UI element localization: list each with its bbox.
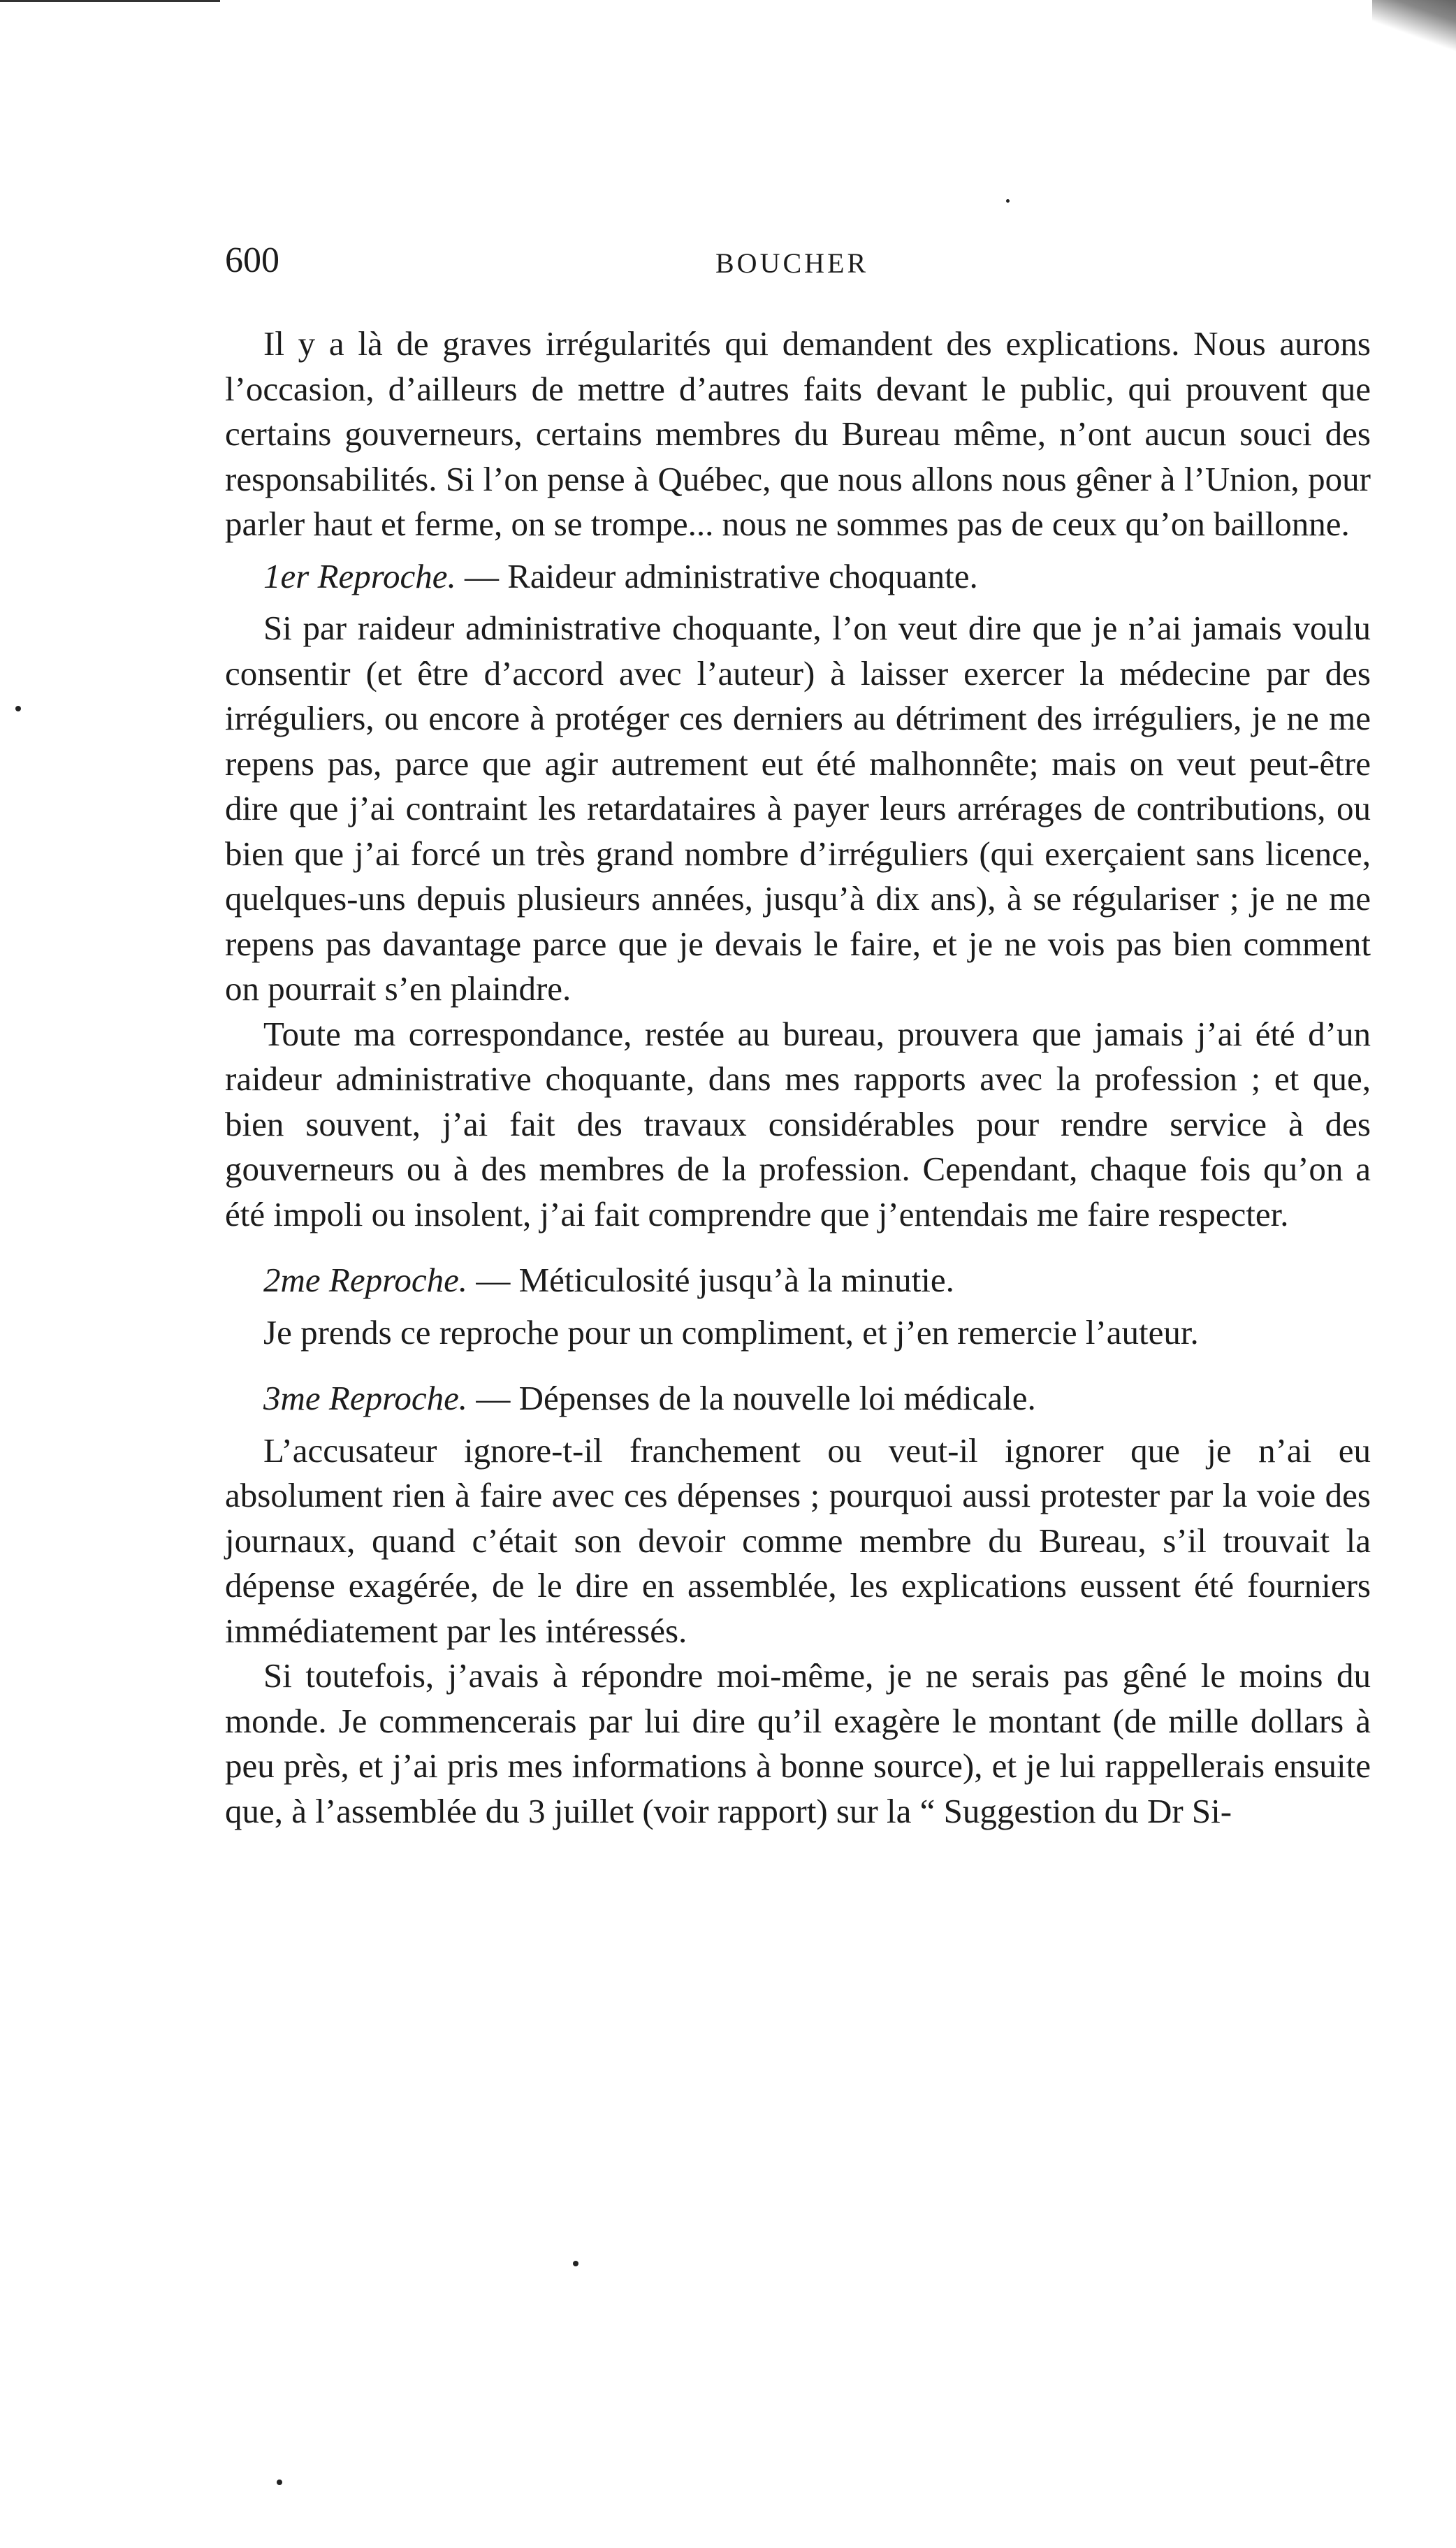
reproche-3-label: 3me Reproche.: [263, 1379, 468, 1417]
top-rule: [0, 0, 220, 2]
corner-scan-shadow: [1372, 0, 1456, 56]
paragraph-toutefois: Si toutefois, j’avais à répondre moi-même, je ne serais pas gêné le moins du monde. Je commencerais par lui dire qu’il exagère le montant (de mille dollars à peu près, et j’ai pris mes informations à bonne source), et je lui rappellerais ensuite que, à l’assemblée du 3 juillet (voir rapport) sur la “ Suggestion du Dr Si-: [225, 1656, 1371, 1830]
reproche-1-label: 1er Reproche.: [263, 556, 456, 595]
paragraph-compliment: Je prends ce reproche pour un compliment, et j’en remercie l’auteur.: [263, 1312, 1199, 1352]
scan-speck: [1006, 199, 1010, 203]
paragraph-raideur: Si par raideur administrative choquante, l’on veut dire que je n’ai jamais voulu consentir (et être d’accord avec l’auteur) à laisser exercer la médecine par des irréguliers, ou encore à protéger ces derniers au détriment des irréguliers, je ne me repens pas, parce que agir autrement eut été malhonnête; mais on veut peut-être dire que j’ai contraint les retardataires à payer leurs arrérages de contributions, ou bien que j’ai forcé un très grand nombre d’irréguliers (qui exerçaient sans licence, quelques-uns depuis plusieurs années, jusqu’à dix ans), à se régulariser ; je ne me repens pas davantage parce que je devais le faire, et je ne vois pas bien comment on pourrait s’en plaindre.: [225, 609, 1371, 1008]
paragraph-accusateur: L’accusateur ignore-t-il franchement ou veut-il ignorer que je n’ai eu absolument rien à faire avec ces dépenses ; pourquoi aussi protester par la voie des journaux, quand c’était son devoir comme membre du Bureau, s’il trouvait la dépense exagérée, de le dire en assemblée, les explications eussent été fourniers immédiatement par les intéressés.: [225, 1431, 1371, 1650]
heading-reproche-1: [225, 554, 1371, 600]
running-head: BOUCHER: [715, 247, 869, 279]
scan-speck: [573, 2261, 578, 2266]
reproche-1-text: — Raideur administrative choquante.: [456, 556, 978, 595]
reproche-3-text: — Dépenses de la nouvelle loi médicale.: [467, 1379, 1036, 1417]
paragraph-irregularites: Il y a là de graves irrégularités qui demandent des explications. Nous aurons l’occasion, d’ailleurs de mettre d’autres faits devant le public, qui prouvent que certains gouverneurs, certains membres du Bureau même, n’ont aucun souci des responsabilités. Si l’on pense à Québec, que nous allons nous gêner à l’Union, pour parler haut et ferme, on se trompe... nous ne sommes pas de ceux qu’on baillonne.: [225, 324, 1371, 543]
heading-reproche-2: [225, 1258, 1371, 1303]
scan-speck: [277, 2480, 282, 2485]
page-body: [225, 321, 1371, 1834]
scan-speck: [15, 706, 21, 711]
reproche-2-label: 2me Reproche.: [263, 1261, 468, 1299]
page-number: 600: [225, 240, 279, 280]
heading-reproche-3: [225, 1376, 1371, 1421]
reproche-2-text: — Méticulosité jusqu’à la minutie.: [467, 1261, 954, 1299]
paragraph-correspondance: Toute ma correspondance, restée au bureau, prouvera que jamais j’ai été d’un raideur administrative choquante, dans mes rapports avec la profession ; et que, bien souvent, j’ai fait des travaux considérables pour rendre service à des gouverneurs ou à des membres de la profession. Cependant, chaque fois qu’on a été impoli ou insolent, j’ai fait comprendre que j’entendais me faire respecter.: [225, 1014, 1371, 1233]
page-header: [225, 236, 1371, 285]
